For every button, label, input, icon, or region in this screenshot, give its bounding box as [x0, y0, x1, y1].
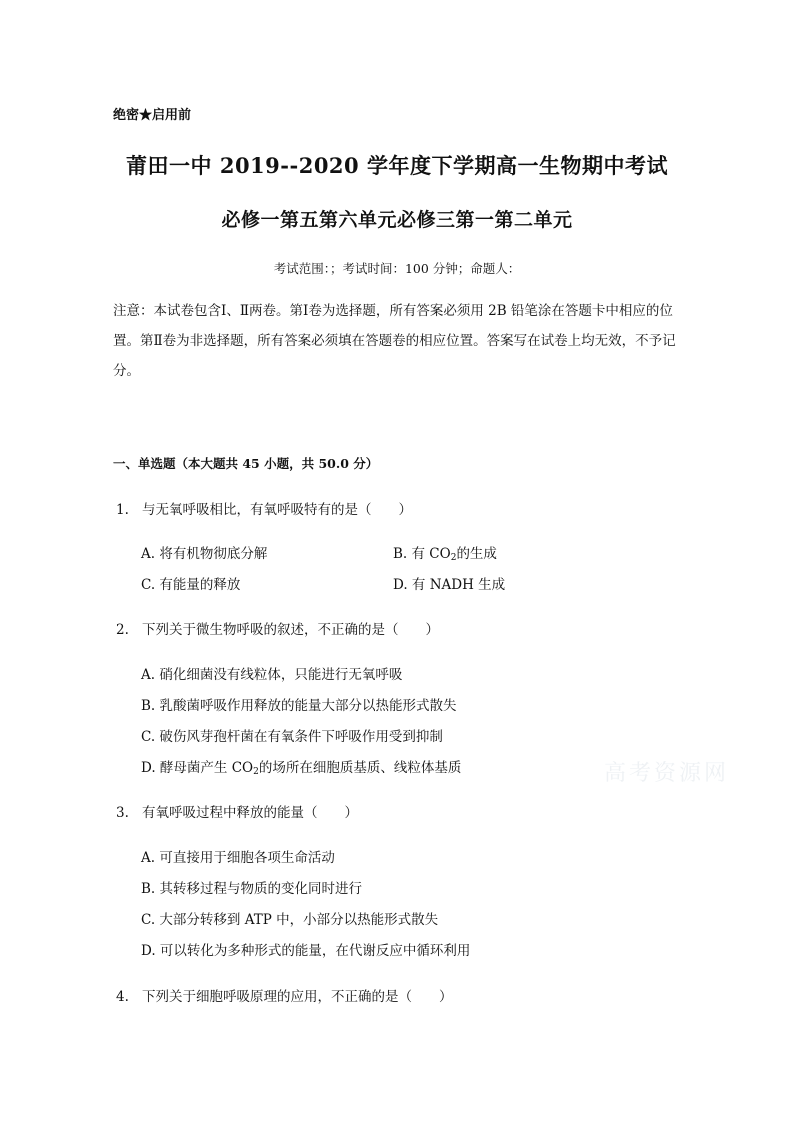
- question-1: [116, 498, 412, 518]
- option-text: D. 酵母菌产生 CO: [141, 760, 254, 776]
- question-stem: 下列关于微生物呼吸的叙述，不正确的是（ ）: [142, 622, 439, 638]
- question-stem: 有氧呼吸过程中释放的能量（ ）: [142, 805, 358, 821]
- q1-option-a[interactable]: A. 将有机物彻底分解: [141, 546, 268, 562]
- watermark: 高考资源网: [604, 761, 730, 786]
- secret-label: 绝密★启用前: [113, 108, 192, 123]
- exam-title: 莆田一中 2019--2020 学年度下学期高一生物期中考试: [126, 153, 668, 178]
- question-number: 2.: [116, 622, 129, 638]
- question-4: [116, 985, 453, 1005]
- question-stem: 下列关于细胞呼吸原理的应用，不正确的是（ ）: [142, 989, 453, 1005]
- subscript: 2: [450, 553, 457, 563]
- question-number: 4.: [116, 989, 129, 1005]
- q3-option-b[interactable]: B. 其转移过程与物质的变化同时进行: [141, 881, 363, 897]
- question-number: 3.: [116, 805, 129, 821]
- q2-option-d[interactable]: [141, 756, 461, 777]
- q1-option-d[interactable]: D. 有 NADH 生成: [393, 577, 506, 593]
- question-3: [116, 801, 358, 821]
- exam-info: 考试范围：；考试时间：100 分钟；命题人：: [273, 261, 521, 276]
- q1-option-b[interactable]: [393, 542, 497, 563]
- question-number: 1.: [116, 502, 129, 518]
- question-stem: 与无氧呼吸相比，有氧呼吸特有的是（ ）: [142, 502, 412, 518]
- option-text: 的场所在细胞质基质、线粒体基质: [258, 760, 462, 776]
- q3-option-c[interactable]: C. 大部分转移到 ATP 中，小部分以热能形式散失: [141, 912, 439, 928]
- q2-option-a[interactable]: A. 硝化细菌没有线粒体，只能进行无氧呼吸: [141, 667, 403, 683]
- q3-option-d[interactable]: D. 可以转化为多种形式的能量，在代谢反应中循环利用: [141, 943, 471, 959]
- q1-option-c[interactable]: C. 有能量的释放: [141, 577, 241, 593]
- exam-subtitle: 必修一第五第六单元必修三第一第二单元: [221, 209, 573, 231]
- option-text: 的生成: [456, 546, 497, 562]
- option-text: B. 有 CO: [393, 546, 451, 562]
- notice-paragraph: 注意：本试卷包含Ⅰ、Ⅱ两卷。第Ⅰ卷为选择题，所有答案必须用 2B 铅笔涂在答题卡中相应的位置。第Ⅱ卷为非选择题，所有答案必须填在答题卷的相应位置。答案写在试卷上均无效，不予记分。: [113, 303, 676, 379]
- q2-option-c[interactable]: C. 破伤风芽孢杆菌在有氧条件下呼吸作用受到抑制: [141, 729, 443, 745]
- question-2: [116, 618, 439, 638]
- q3-option-a[interactable]: A. 可直接用于细胞各项生命活动: [141, 850, 335, 866]
- subscript: 2: [253, 767, 259, 777]
- section-title: 一、单选题（本大题共 45 小题，共 50.0 分）: [113, 456, 379, 471]
- q2-option-b[interactable]: B. 乳酸菌呼吸作用释放的能量大部分以热能形式散失: [141, 698, 457, 714]
